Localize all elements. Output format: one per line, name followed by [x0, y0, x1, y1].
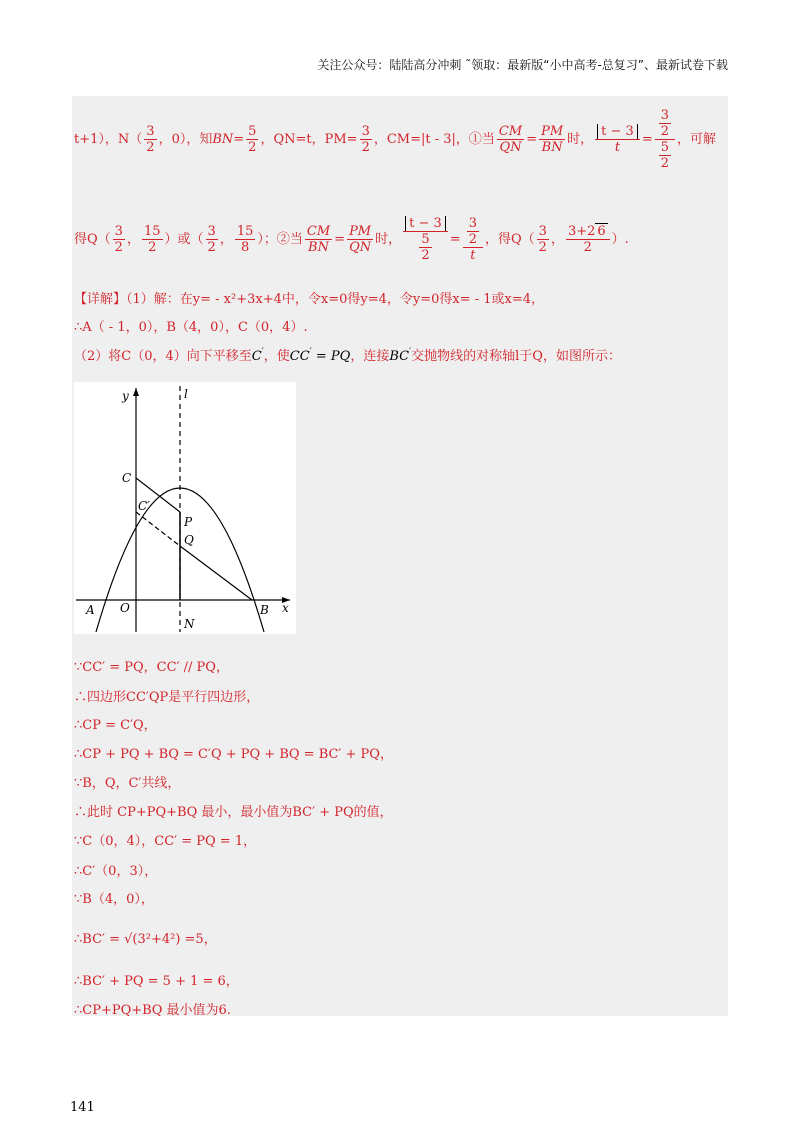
segment-CpQ: [136, 512, 180, 546]
step-8: ∴C′（0，3），: [74, 864, 158, 879]
label-y: y: [122, 389, 129, 403]
step-12: ∴CP+PQ+BQ 最小值为6.: [74, 1003, 231, 1018]
parabola-figure: [74, 382, 296, 634]
step-9: ∵B（4，0），: [74, 892, 154, 907]
hint-t-plus-1: t+1），: [74, 132, 118, 147]
hint-line-1: t+1），N（ $\frac{3}{2}$ ，0），知BN= $\frac{5}{2}$ ，QN=t，PM= $\frac{3}{2}$ ，CM=|t - 3|，①当 $\frac{CM}{QN}$ = $\frac{PM}{BN}$ 时， $\frac{t - 3}{t}$ = $\frac{\frac{3}{2}}{\frac{5}{2}}$ ，可解: [74, 108, 717, 171]
step-3: ∴CP = C′Q，: [74, 718, 157, 733]
detail-line-2: ∴A（ - 1，0），B（4，0），C（0，4）.: [74, 320, 308, 335]
hint-BN: BN=: [212, 132, 245, 147]
label-B: B: [260, 603, 269, 617]
detail-line-1: 【详解】（1）解：在y= - x²+3x+4中，令x=0得y=4，令y=0得x= - 1或x=4，: [74, 292, 545, 307]
hint-line-2: 得Q（ $\frac{3}{2}$ ， $\frac{15}{2}$ ）或（ $\frac{3}{2}$ ， $\frac{15}{8}$ ）；②当 $\frac{CM}{BN}$ = $\frac{PM}{QN}$ 时， $\frac{t - 3}{\frac{5}{2}}$ = $\frac{\frac{3}{2}}{t}$ ，得Q（ $\frac{3}{2}$ ， $\frac{3+2 6}{2}$ ）.: [74, 216, 629, 263]
label-x: x: [282, 601, 289, 615]
page-number: 141: [70, 1100, 95, 1115]
step-4: ∴CP + PQ + BQ = C′Q + PQ + BQ = BC′ + PQ，: [74, 747, 393, 762]
label-P: P: [184, 515, 193, 529]
label-Q: Q: [184, 533, 194, 547]
detail-line-3: （2）将C（0，4）向下平移至C′，使CC′ = PQ，连接BC′交抛物线的对称轴l于Q，如图所示：: [74, 347, 621, 364]
label-l: l: [184, 387, 188, 401]
step-11: ∴BC′ + PQ = 5 + 1 = 6，: [74, 974, 239, 989]
page-header: 关注公众号：陆陆高分冲刺 ˜领取：最新版“小中高考-总复习”、最新试卷下载: [317, 58, 728, 72]
step-5: ∵B，Q，C′共线，: [74, 776, 181, 791]
step-7: ∵C（0，4），CC′ = PQ = 1，: [74, 834, 257, 849]
hint-N: N（: [117, 132, 143, 147]
label-N: N: [184, 617, 195, 631]
label-A: A: [86, 603, 95, 617]
label-Cp: C′: [138, 499, 150, 513]
segment-QB: [180, 546, 252, 600]
step-2: ∴四边形CC′QP是平行四边形，: [74, 690, 260, 705]
step-1: ∵CC′ = PQ，CC′ // PQ，: [74, 660, 229, 675]
step-10: ∴BC′ = √(3²+4²) =5，: [74, 932, 217, 947]
label-C: C: [122, 471, 132, 485]
label-O: O: [120, 601, 130, 615]
step-6: ∴此时 CP+PQ+BQ 最小，最小值为BC′ + PQ的值，: [74, 805, 393, 820]
